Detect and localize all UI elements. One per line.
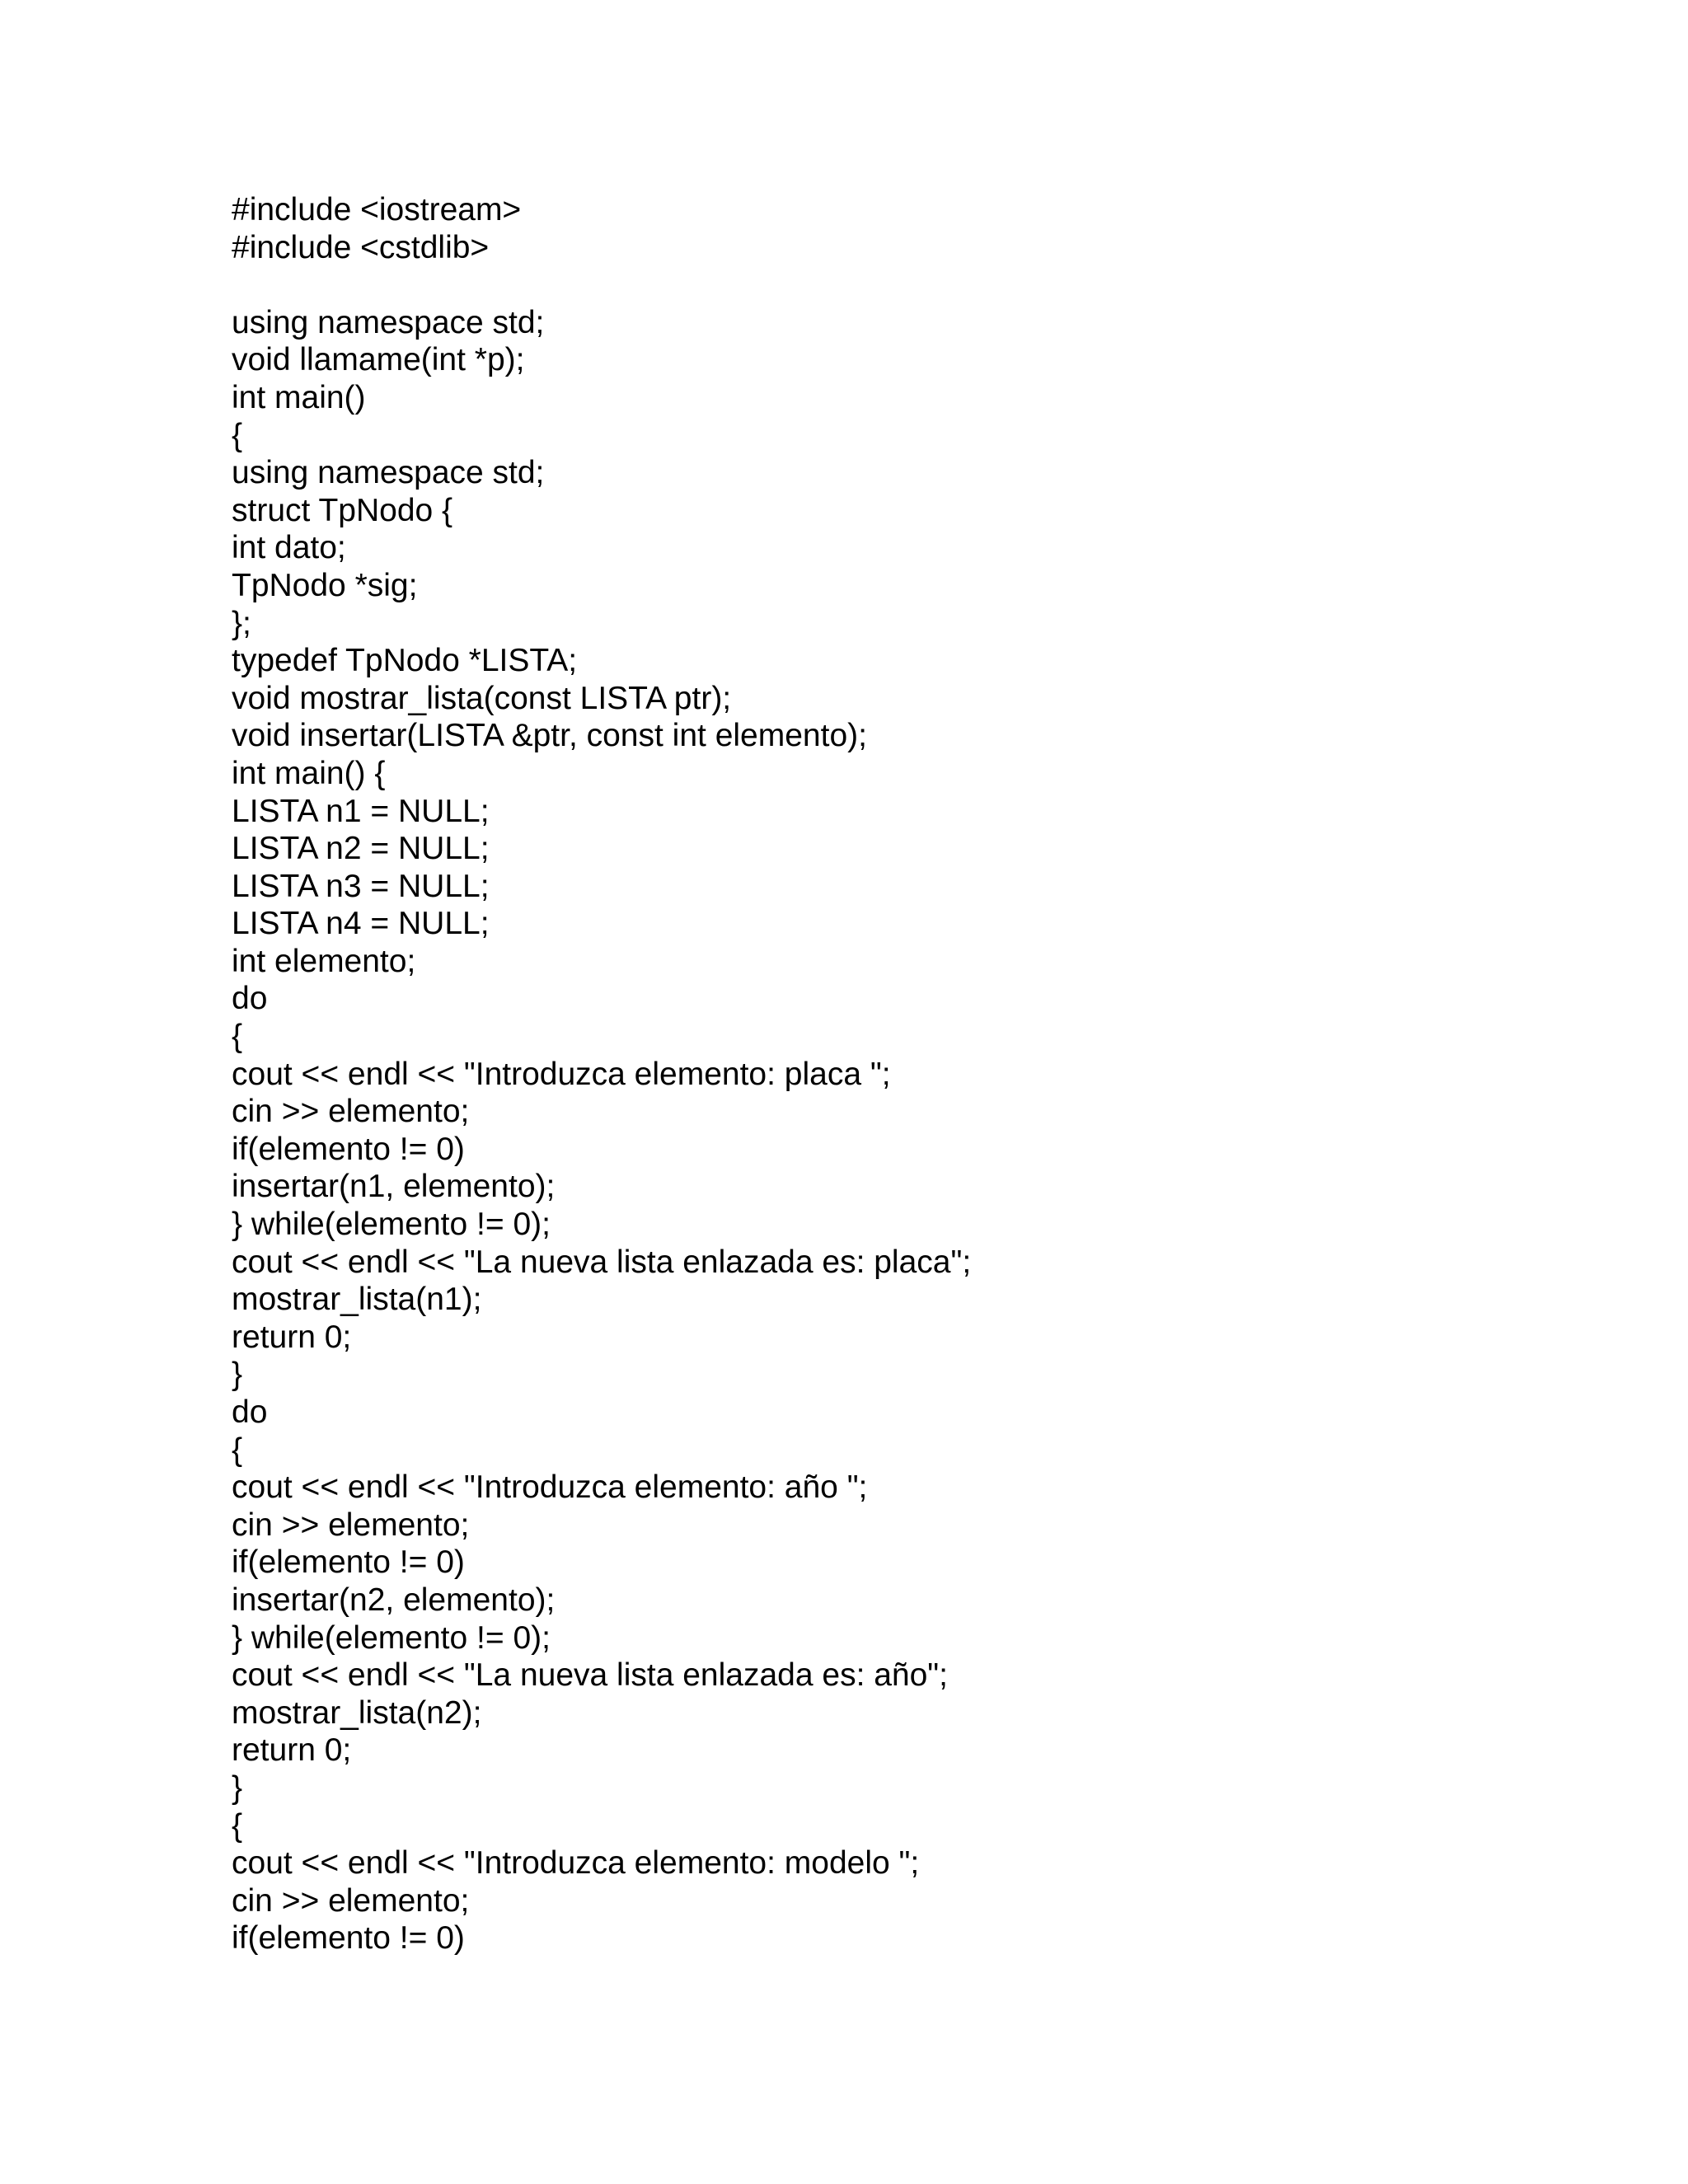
code-line: LISTA n2 = NULL; xyxy=(232,831,490,867)
code-line: { xyxy=(232,1432,243,1468)
code-line xyxy=(232,266,1550,304)
code-line: cout << endl << "Introduzca elemento: placa "; xyxy=(232,1056,891,1092)
code-line: } while(elemento != 0); xyxy=(232,1207,551,1243)
code-line: void llamame(int *p); xyxy=(232,342,525,378)
code-line: { xyxy=(232,1019,243,1055)
code-line: void mostrar_lista(const LISTA ptr); xyxy=(232,680,732,716)
code-line: int dato; xyxy=(232,530,346,566)
code-line: cin >> elemento; xyxy=(232,1507,470,1543)
code-line: { xyxy=(232,417,243,453)
code-line: do xyxy=(232,981,268,1017)
code-line: } xyxy=(232,1769,243,1806)
code-line: int main() { xyxy=(232,755,386,791)
code-line: cout << endl << "La nueva lista enlazada es: año"; xyxy=(232,1657,948,1694)
code-line: if(elemento != 0) xyxy=(232,1131,465,1167)
code-line: } xyxy=(232,1357,243,1393)
code-line: mostrar_lista(n2); xyxy=(232,1694,482,1731)
code-line: return 0; xyxy=(232,1319,352,1355)
code-line: if(elemento != 0) xyxy=(232,1920,465,1957)
code-line: int elemento; xyxy=(232,943,416,979)
code-line: } while(elemento != 0); xyxy=(232,1619,551,1656)
code-line: #include <iostream> xyxy=(232,192,522,227)
code-line: LISTA n1 = NULL; xyxy=(232,793,490,829)
code-line: using namespace std; xyxy=(232,455,545,491)
code-line: insertar(n1, elemento); xyxy=(232,1169,556,1205)
code-line: if(elemento != 0) xyxy=(232,1544,465,1581)
code-line: insertar(n2, elemento); xyxy=(232,1582,556,1618)
code-line: TpNodo *sig; xyxy=(232,567,418,603)
code-line: cout << endl << "Introduzca elemento: año "; xyxy=(232,1469,868,1506)
code-line: LISTA n4 = NULL; xyxy=(232,906,490,942)
code-line: }; xyxy=(232,605,251,641)
code-line: cin >> elemento; xyxy=(232,1882,470,1919)
code-listing xyxy=(232,191,1550,1957)
code-line: return 0; xyxy=(232,1732,352,1769)
code-line: cout << endl << "La nueva lista enlazada es: placa"; xyxy=(232,1244,972,1280)
code-line: typedef TpNodo *LISTA; xyxy=(232,643,578,679)
code-line: using namespace std; xyxy=(232,304,545,340)
code-line: mostrar_lista(n1); xyxy=(232,1282,482,1318)
code-line: void insertar(LISTA &ptr, const int elemento); xyxy=(232,718,867,754)
code-line: int main() xyxy=(232,379,366,415)
code-line: struct TpNodo { xyxy=(232,492,453,528)
code-line: do xyxy=(232,1394,268,1430)
code-line: cout << endl << "Introduzca elemento: modelo "; xyxy=(232,1845,920,1882)
code-line: LISTA n3 = NULL; xyxy=(232,868,490,904)
code-line: cin >> elemento; xyxy=(232,1094,470,1130)
code-line: #include <cstdlib> xyxy=(232,229,490,265)
code-line: { xyxy=(232,1807,243,1844)
